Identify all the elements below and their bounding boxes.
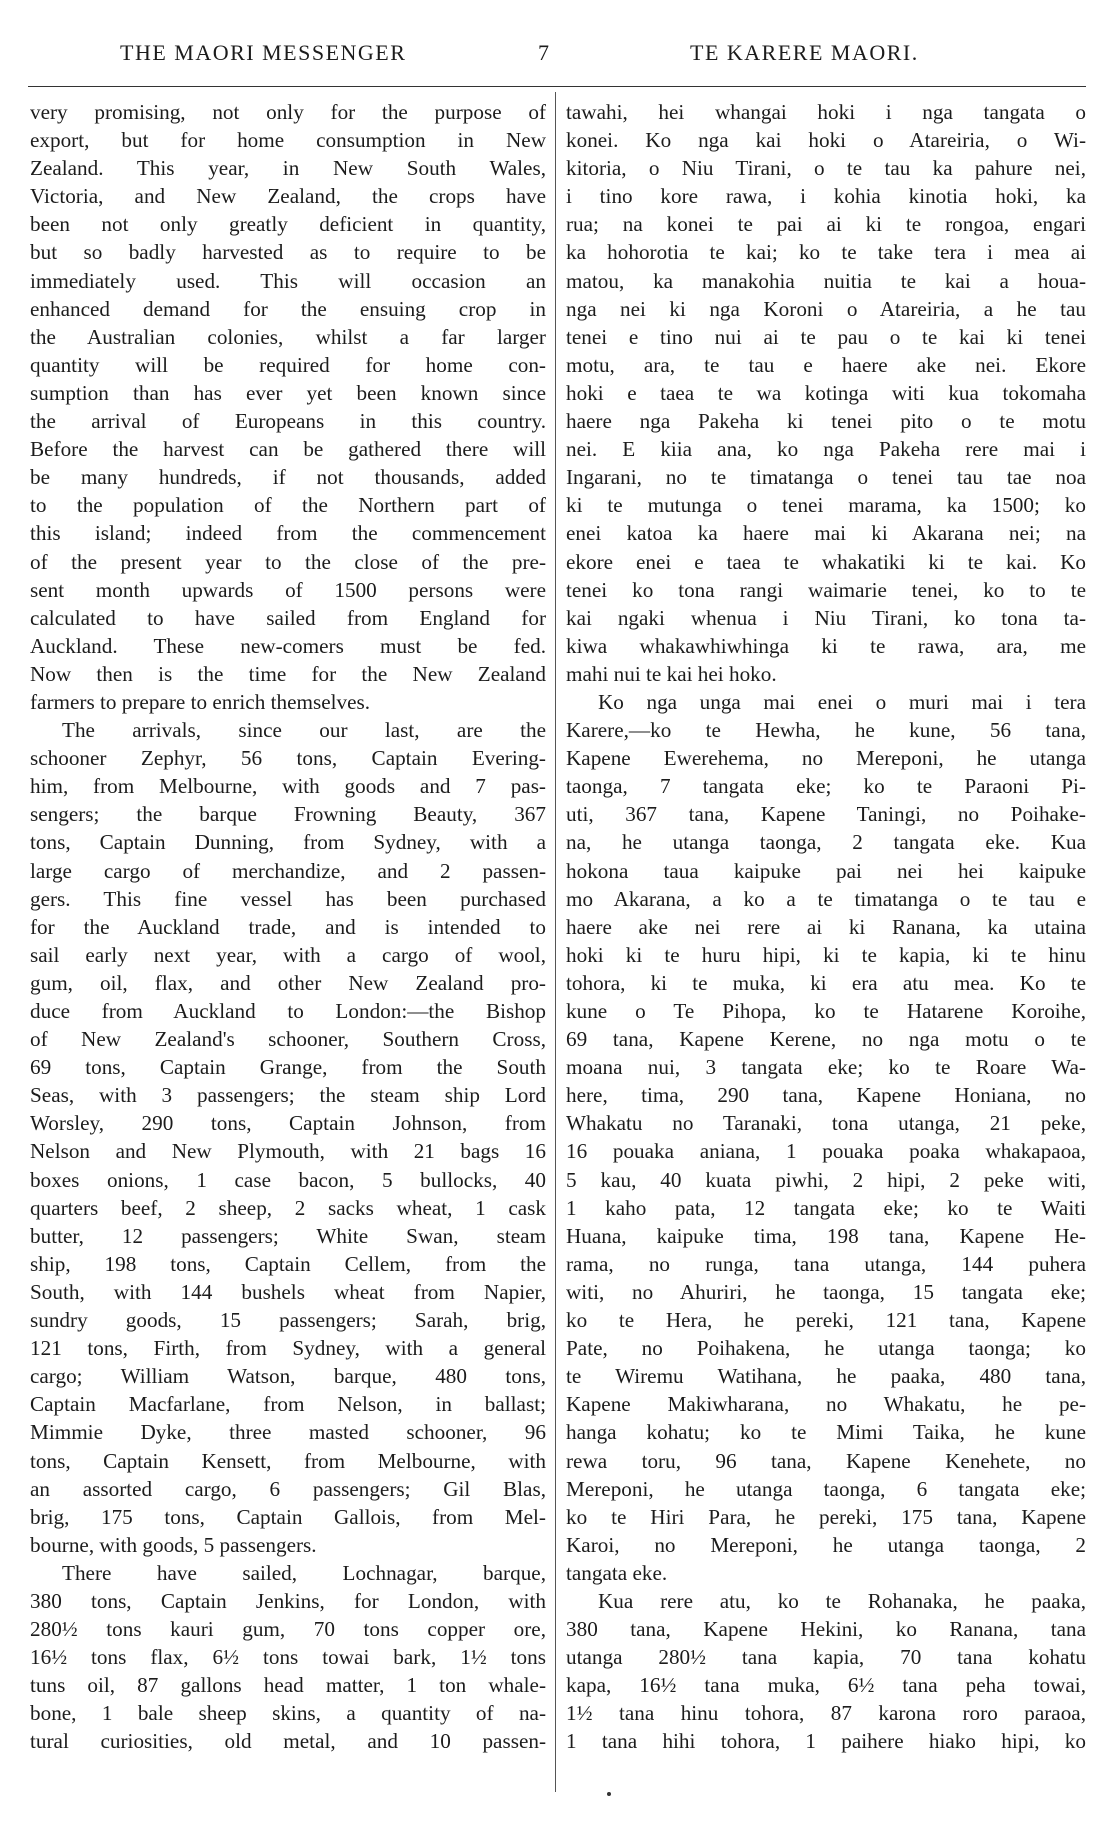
maori-text-line: tawahi, hei whangai hoki i nga tangata o — [566, 100, 1086, 124]
maori-text-line: na, he utanga taonga, 2 tangata eke. Kua — [566, 830, 1086, 855]
maori-title: TE KARERE MAORI. — [690, 40, 919, 65]
maori-text-line: Mereponi, he utanga taonga, 6 tangata eke; — [566, 1476, 1086, 1501]
english-text-line: cargo; William Watson, barque, 480 tons, — [30, 1364, 546, 1389]
header-rule — [28, 86, 1086, 87]
maori-text-line: witi, no Ahuriri, he taonga, 15 tangata eke; — [566, 1279, 1086, 1304]
english-text-line: Mimmie Dyke, three masted schooner, 96 — [30, 1420, 546, 1445]
english-text-line: 16½ tons flax, 6½ tons towai bark, 1½ tons — [30, 1645, 546, 1670]
maori-text-line: 5 kau, 40 kuata piwhi, 2 hipi, 2 peke witi, — [566, 1167, 1086, 1192]
english-text-line: enhanced demand for the ensuing crop in — [30, 296, 546, 321]
english-text-line: Before the harvest can be gathered there will — [30, 437, 546, 462]
english-text-line: this island; indeed from the commencement — [30, 521, 546, 546]
maori-text-line: kapa, 16½ tana muka, 6½ tana peha towai, — [566, 1673, 1086, 1698]
maori-text-line: tangata eke. — [566, 1560, 668, 1585]
maori-text-line: ekore enei e taea te whakatiki ki te kai. Ko — [566, 549, 1086, 574]
maori-text-line: kai ngaki whenua i Niu Tirani, ko tona ta- — [566, 605, 1086, 630]
english-text-line: large cargo of merchandize, and 2 passen- — [30, 858, 546, 883]
english-text-line: export, but for home consumption in New — [30, 128, 546, 153]
printer-mark — [607, 1792, 611, 1796]
page-number: 7 — [538, 40, 551, 65]
maori-text-line: hoki ki te huru hipi, ki te kapia, ki te hinu — [566, 942, 1086, 967]
maori-text-line: konei. Ko nga kai hoki o Atareiria, o Wi- — [566, 128, 1086, 153]
english-text-line: sundry goods, 15 passengers; Sarah, brig, — [30, 1308, 546, 1333]
maori-column — [566, 98, 1086, 1756]
english-title: THE MAORI MESSENGER — [120, 40, 407, 65]
maori-text-line: matou, ka manakohia nuitia te kai a houa- — [566, 268, 1086, 293]
english-text-line: tons, Captain Dunning, from Sydney, with a — [30, 830, 546, 855]
maori-text-line: 69 tana, Kapene Kerene, no nga motu o te — [566, 1027, 1086, 1052]
english-text-line: ship, 198 tons, Captain Cellem, from the — [30, 1251, 546, 1276]
english-text-line: of New Zealand's schooner, Southern Cross, — [30, 1027, 546, 1052]
maori-text-line: Ingarani, no te timatanga o tenei tau tae noa — [566, 465, 1086, 490]
maori-text-line: moana nui, 3 tangata eke; ko te Roare Wa- — [566, 1055, 1086, 1080]
english-text-line: The arrivals, since our last, are the — [62, 718, 546, 743]
maori-text-line: i tino kore rawa, i kohia kinotia hoki, ka — [566, 184, 1086, 209]
maori-text-line: rewa toru, 96 tana, Kapene Kenehete, no — [566, 1448, 1086, 1473]
maori-text-line: tohora, ki te muka, ki era atu mea. Ko te — [566, 970, 1086, 995]
english-text-line: quarters beef, 2 sheep, 2 sacks wheat, 1 cask — [30, 1195, 546, 1220]
running-head — [0, 40, 1114, 70]
maori-text-line: Pate, no Poihakena, he utanga taonga; ko — [566, 1336, 1086, 1361]
maori-text-line: hoki e taea te wa kotinga witi kua tokomaha — [566, 380, 1086, 405]
maori-text-line: ko te Hera, he pereki, 121 tana, Kapene — [566, 1308, 1086, 1333]
english-column — [30, 98, 546, 1756]
maori-text-line: rua; na konei te pai ai ki te rongoa, engari — [566, 212, 1086, 237]
maori-text-line: tenei e tino nui ai te pau o te kai ki tenei — [566, 324, 1086, 349]
english-text-line: calculated to have sailed from England for — [30, 605, 546, 630]
english-text-line: Seas, with 3 passengers; the steam ship Lord — [30, 1083, 546, 1108]
english-text-line: gers. This fine vessel has been purchased — [30, 886, 546, 911]
english-text-line: Victoria, and New Zealand, the crops have — [30, 184, 546, 209]
english-text-line: the Australian colonies, whilst a far larger — [30, 324, 546, 349]
maori-text-line: nei. E kiia ana, ko nga Pakeha rere mai i — [566, 437, 1086, 462]
maori-text-line: mahi nui te kai hei hoko. — [566, 661, 777, 686]
maori-text-line: here, tima, 290 tana, Kapene Honiana, no — [566, 1083, 1086, 1108]
english-text-line: sumption than has ever yet been known since — [30, 380, 546, 405]
english-text-line: 69 tons, Captain Grange, from the South — [30, 1055, 546, 1080]
english-text-line: tural curiosities, old metal, and 10 passen- — [30, 1729, 546, 1754]
maori-text-line: Kua rere atu, ko te Rohanaka, he paaka, — [598, 1588, 1086, 1613]
maori-text-line: rama, no runga, tana utanga, 144 puhera — [566, 1251, 1086, 1276]
english-text-line: 380 tons, Captain Jenkins, for London, with — [30, 1588, 546, 1613]
english-text-line: butter, 12 passengers; White Swan, steam — [30, 1223, 546, 1248]
english-text-line: be many hundreds, if not thousands, added — [30, 465, 546, 490]
maori-text-line: haere nga Pakeha ki tenei pito o te motu — [566, 409, 1086, 434]
maori-text-line: 1½ tana hinu tohora, 87 karona roro paraoa, — [566, 1701, 1086, 1726]
english-text-line: very promising, not only for the purpose of — [30, 100, 546, 124]
english-text-line: South, with 144 bushels wheat from Napier, — [30, 1279, 546, 1304]
column-divider — [555, 92, 556, 1792]
english-text-line: bourne, with goods, 5 passengers. — [30, 1532, 317, 1557]
maori-text-line: tenei ko tona rangi waimarie tenei, ko to te — [566, 577, 1086, 602]
english-text-line: the arrival of Europeans in this country. — [30, 409, 546, 434]
maori-text-line: Karoi, no Mereponi, he utanga taonga, 2 — [566, 1532, 1086, 1557]
maori-text-line: ki te mutunga o tenei marama, ka 1500; ko — [566, 493, 1086, 518]
maori-text-line: Kapene Ewerehema, no Mereponi, he utanga — [566, 746, 1086, 771]
english-text-line: sail early next year, with a cargo of wool, — [30, 942, 546, 967]
maori-text-line: enei katoa ka haere mai ki Akarana nei; na — [566, 521, 1086, 546]
maori-text-line: hanga kohatu; ko te Mimi Taika, he kune — [566, 1420, 1086, 1445]
maori-text-line: 380 tana, Kapene Hekini, ko Ranana, tana — [566, 1617, 1086, 1642]
english-text-line: farmers to prepare to enrich themselves. — [30, 689, 371, 714]
maori-text-line: ko te Hiri Para, he pereki, 175 tana, Kapene — [566, 1504, 1086, 1529]
english-text-line: been not only greatly deficient in quantity, — [30, 212, 546, 237]
maori-text-line: Kapene Makiwharana, no Whakatu, he pe- — [566, 1392, 1086, 1417]
maori-text-line: Huana, kaipuke tima, 198 tana, Kapene He- — [566, 1223, 1086, 1248]
english-text-line: gum, oil, flax, and other New Zealand pro- — [30, 970, 546, 995]
english-text-line: quantity will be required for home con- — [30, 352, 546, 377]
maori-text-line: hokona taua kaipuke pai nei hei kaipuke — [566, 858, 1086, 883]
english-text-line: an assorted cargo, 6 passengers; Gil Blas, — [30, 1476, 546, 1501]
maori-text-line: 1 tana hihi tohora, 1 paihere hiako hipi, ko — [566, 1729, 1086, 1754]
maori-text-line: 1 kaho pata, 12 tangata eke; ko te Waiti — [566, 1195, 1086, 1220]
english-text-line: tuns oil, 87 gallons head matter, 1 ton whale- — [30, 1673, 546, 1698]
english-text-line: Nelson and New Plymouth, with 21 bags 16 — [30, 1139, 546, 1164]
maori-text-line: te Wiremu Watihana, he paaka, 480 tana, — [566, 1364, 1086, 1389]
maori-text-line: kitoria, o Niu Tirani, o te tau ka pahure nei, — [566, 156, 1086, 181]
maori-text-line: mo Akarana, a ko a te timatanga o te tau e — [566, 886, 1086, 911]
english-text-line: There have sailed, Lochnagar, barque, — [62, 1560, 546, 1585]
english-text-line: Worsley, 290 tons, Captain Johnson, from — [30, 1111, 546, 1136]
english-text-line: 280½ tons kauri gum, 70 tons copper ore, — [30, 1617, 546, 1642]
english-text-line: schooner Zephyr, 56 tons, Captain Evering- — [30, 746, 546, 771]
maori-text-line: Ko nga unga mai enei o muri mai i tera — [598, 689, 1086, 714]
english-text-line: boxes onions, 1 case bacon, 5 bullocks, 40 — [30, 1167, 546, 1192]
english-text-line: Now then is the time for the New Zealand — [30, 661, 546, 686]
maori-text-line: motu, ara, te tau e haere ake nei. Ekore — [566, 352, 1086, 377]
english-text-line: Zealand. This year, in New South Wales, — [30, 156, 546, 181]
maori-text-line: kune o Te Pihopa, ko te Hatarene Koroihe, — [566, 999, 1086, 1023]
english-text-line: of the present year to the close of the pre- — [30, 549, 546, 574]
english-text-line: to the population of the Northern part of — [30, 493, 546, 518]
english-text-line: bone, 1 bale sheep skins, a quantity of na- — [30, 1701, 546, 1726]
maori-text-line: Karere,—ko te Hewha, he kune, 56 tana, — [566, 718, 1086, 743]
english-text-line: sengers; the barque Frowning Beauty, 367 — [30, 802, 546, 827]
english-text-line: him, from Melbourne, with goods and 7 pas- — [30, 774, 546, 799]
english-text-line: immediately used. This will occasion an — [30, 268, 546, 293]
maori-text-line: nga nei ki nga Koroni o Atareiria, a he tau — [566, 296, 1086, 321]
english-text-line: for the Auckland trade, and is intended to — [30, 914, 546, 939]
english-text-line: duce from Auckland to London:—the Bishop — [30, 999, 546, 1023]
maori-text-line: uti, 367 tana, Kapene Taningi, no Poihake- — [566, 802, 1086, 827]
maori-text-line: Whakatu no Taranaki, tona utanga, 21 peke, — [566, 1111, 1086, 1136]
english-text-line: but so badly harvested as to require to be — [30, 240, 546, 265]
english-text-line: Auckland. These new-comers must be fed. — [30, 633, 546, 658]
english-text-line: 121 tons, Firth, from Sydney, with a general — [30, 1336, 546, 1361]
english-text-line: brig, 175 tons, Captain Gallois, from Mel- — [30, 1504, 546, 1529]
maori-text-line: kiwa whakawhiwhinga ki te rawa, ara, me — [566, 633, 1086, 658]
maori-text-line: ka hohorotia te kai; ko te take tera i mea ai — [566, 240, 1086, 265]
english-text-line: Captain Macfarlane, from Nelson, in ballast; — [30, 1392, 546, 1417]
maori-text-line: haere ake nei rere ai ki Ranana, ka utaina — [566, 914, 1086, 939]
maori-text-line: taonga, 7 tangata eke; ko te Paraoni Pi- — [566, 774, 1086, 799]
maori-text-line: 16 pouaka aniana, 1 pouaka poaka whakapaoa, — [566, 1139, 1086, 1164]
maori-text-line: utanga 280½ tana kapia, 70 tana kohatu — [566, 1645, 1086, 1670]
english-text-line: sent month upwards of 1500 persons were — [30, 577, 546, 602]
english-text-line: tons, Captain Kensett, from Melbourne, with — [30, 1448, 546, 1473]
